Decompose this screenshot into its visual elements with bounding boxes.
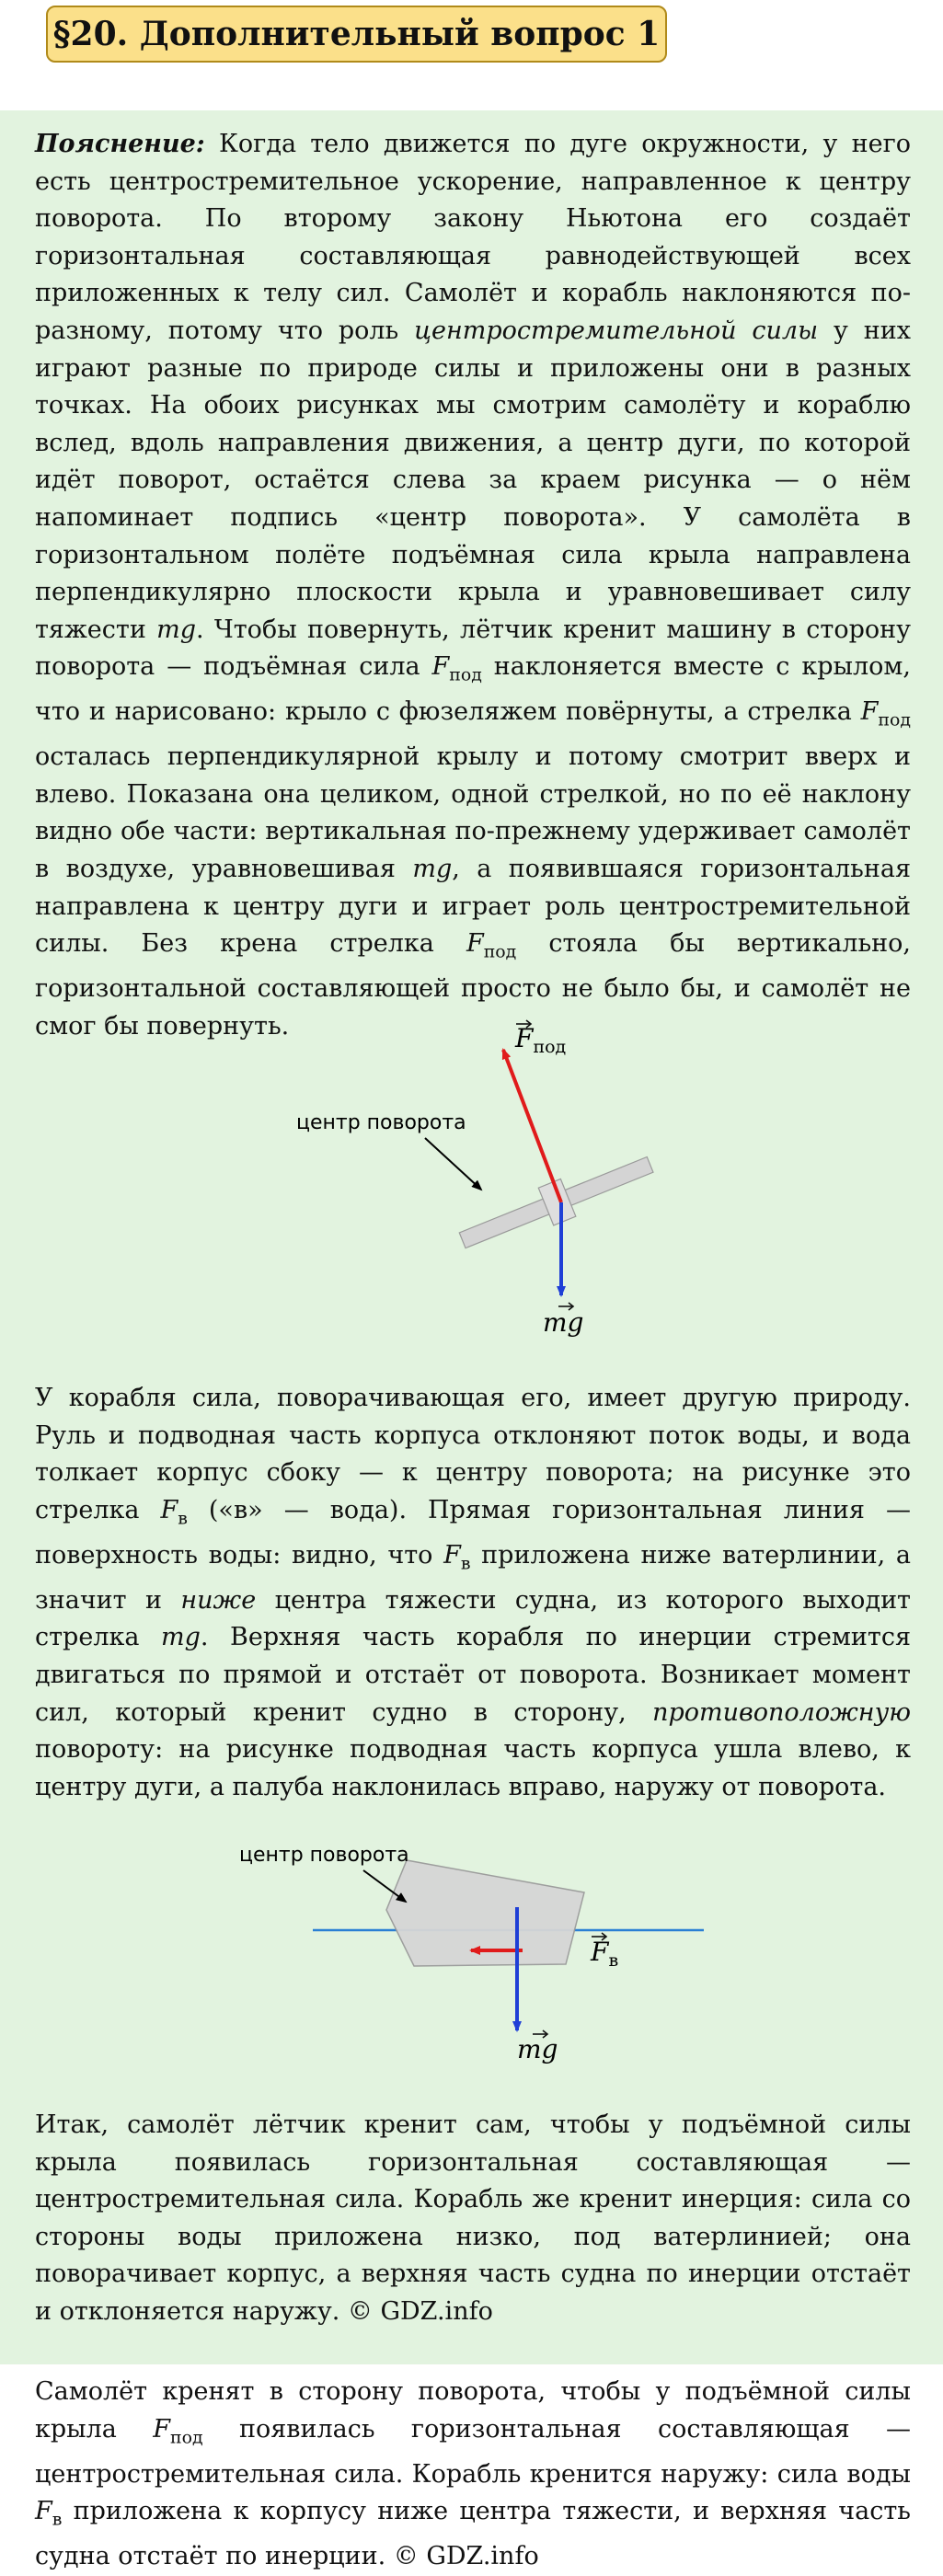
explanation-paragraph-3: Итак, самолёт лётчик кренит сам, чтобы у подъёмной силы крыла появилась горизонтальная составляющая — центростремительная сила. Корабль же кренит инерция: сила со стороны воды приложена низко, под ватерлинией; она поворачивает корпус, а верхняя часть судна по инерции отстаёт и отклоняется наружу. © GDZ.info — [35, 2110, 911, 2326]
center-of-turn-label: центр поворота — [296, 1111, 466, 1134]
lift-force-arrow — [503, 1050, 561, 1202]
final-answer: Самолёт кренят в сторону поворота, чтобы у подъёмной силы крыла $F_{под}$ появилась горизонтальная составляющая — центростремительная сила. Корабль кренится наружу: сила воды $F_в$ приложена к корпусу ниже центра тяжести, и верхняя часть судна отстаёт по инерции. © GDZ.info — [35, 2377, 911, 2571]
gravity-label: mg — [543, 1307, 584, 1338]
plane-figure — [285, 998, 672, 1348]
explanation-paragraph-2: У корабля сила, поворачивающая его, имеет другую природу. Руль и подводная часть корпуса отклоняют поток воды, и вода толкает корпус сбоку — к центру поворота; на рисунке это стрелка $F_в$ («в» — вода). Прямая горизонтальная линия — поверхность воды: видно, что $F_в$ приложена ниже ватерлинии, а значит и ниже центра тяжести судна, из которого выходит стрелка mg. Верхняя часть корабля по инерции стремится двигаться по прямой и отстаёт от поворота. Возникает момент сил, который кренит судно в сторону, противоположную повороту: на рисунке подводная часть корпуса ушла влево, к центру дуги, а палуба наклонилась вправо, наружу от поворота. — [35, 1384, 911, 1801]
plane-wing — [454, 1145, 657, 1259]
ship-center-of-turn-label: центр поворота — [239, 1844, 409, 1867]
ship-figure — [230, 1826, 708, 2075]
ship-gravity-label: mg — [517, 2034, 558, 2064]
page-title: §20. Дополнительный вопрос 1 — [46, 6, 667, 63]
lift-force-label: $F_{под}$ — [515, 1023, 567, 1057]
center-pointer-arrow — [425, 1138, 481, 1190]
water-force-label: $F_в$ — [591, 1937, 619, 1971]
explanation-paragraph-1: Пояснение: Когда тело движется по дуге окружности, у него есть центростремительное ускорение, направленное к центру поворота. По второму закону Ньютона его создаёт горизонтальная составляющая равнодействующей всех приложенных к телу сил. Самолёт и корабль наклоняются по-разному, потому что роль центростремительной силы у них играют разные по природе силы и приложены они в разных точках. На обоих рисунках мы смотрим самолёту и кораблю вслед, вдоль направления движения, а центр дуги, по которой идёт поворот, остаётся слева за краем рисунка — о нём напоминает подпись «центр поворота». У самолёта в горизонтальном полёте подъёмная сила крыла направлена перпендикулярно плоскости крыла и уравновешивает силу тяжести mg. Чтобы повернуть, лётчик кренит машину в сторону поворота — подъёмная сила $F_{под}$ наклоняется вместе с крылом, что и нарисовано: крыло с фюзеляжем повёрнуты, а стрелка $F_{под}$ осталась перпендикулярной крылу и потому смотрит вверх и влево. Показана она целиком, одной стрелкой, но по её наклону видно обе части: вертикальная по-прежнему удерживает самолёт в воздухе, уравновешивая mg, а появившаяся горизонтальная направлена к центру дуги и играет роль центростремительной силы. Без крена стрелка $F_{под}$ стояла бы вертикально, горизонтальной составляющей просто не было бы, и самолёт не смог бы повернуть. — [35, 130, 911, 1041]
